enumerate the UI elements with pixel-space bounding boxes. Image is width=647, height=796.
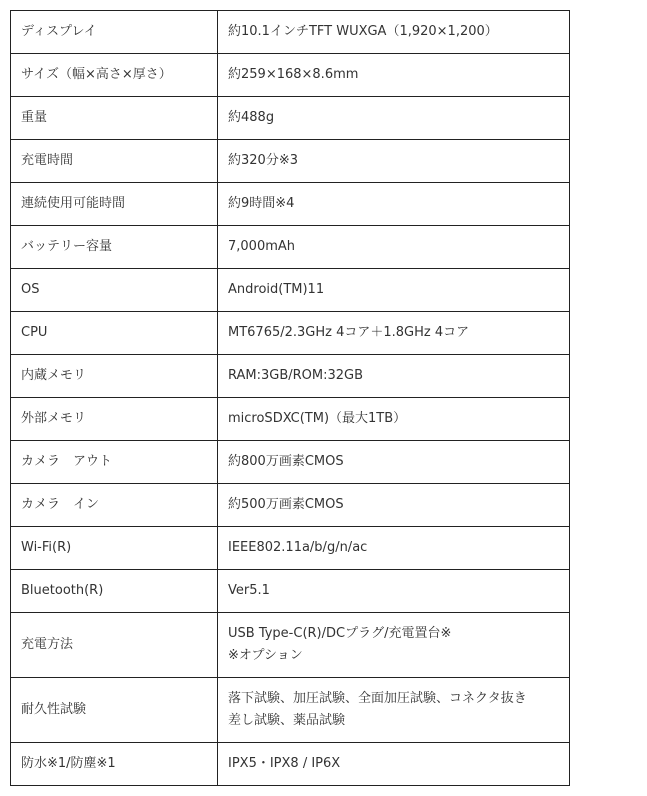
spec-value (218, 570, 570, 613)
spec-value (218, 312, 570, 355)
spec-label: 防水※1/防塵※1 (11, 743, 218, 786)
spec-label: 外部メモリ (11, 398, 218, 441)
spec-label: Bluetooth(R) (11, 570, 218, 613)
spec-value (218, 441, 570, 484)
spec-row (11, 11, 570, 54)
spec-value-line: 約320分※3 (228, 153, 298, 168)
spec-value-line: 落下試験、加圧試験、全面加圧試験、コネクタ抜き (228, 691, 527, 706)
spec-row (11, 484, 570, 527)
spec-value-line: 約500万画素CMOS (228, 497, 344, 512)
spec-value (218, 527, 570, 570)
spec-row (11, 678, 570, 743)
spec-value (218, 183, 570, 226)
spec-row (11, 54, 570, 97)
spec-label: バッテリー容量 (11, 226, 218, 269)
spec-row (11, 743, 570, 786)
spec-value-line: Android(TM)11 (228, 282, 325, 297)
spec-value (218, 678, 570, 743)
spec-value-line: IPX5・IPX8 / IP6X (228, 756, 341, 771)
spec-value (218, 355, 570, 398)
spec-label: CPU (11, 312, 218, 355)
spec-row (11, 613, 570, 678)
spec-value (218, 484, 570, 527)
spec-value-line: 約800万画素CMOS (228, 454, 344, 469)
spec-label: 内蔵メモリ (11, 355, 218, 398)
spec-value (218, 613, 570, 678)
spec-value-line: RAM:3GB/ROM:32GB (228, 368, 364, 383)
spec-table-body (11, 11, 570, 786)
spec-row (11, 140, 570, 183)
spec-label: 充電時間 (11, 140, 218, 183)
spec-value (218, 743, 570, 786)
spec-value-line: IEEE802.11a/b/g/n/ac (228, 540, 368, 555)
spec-value-line: 約488g (228, 110, 275, 125)
spec-value-line: 約9時間※4 (228, 196, 295, 211)
spec-value-line: microSDXC(TM)（最大1TB） (228, 411, 407, 426)
spec-row (11, 183, 570, 226)
spec-value-line: 差し試験、薬品試験 (228, 713, 346, 728)
spec-table (10, 10, 570, 786)
spec-value-line: MT6765/2.3GHz 4コア＋1.8GHz 4コア (228, 325, 470, 340)
spec-label: サイズ（幅×高さ×厚さ） (11, 54, 218, 97)
spec-value (218, 54, 570, 97)
spec-value-line: USB Type-C(R)/DCプラグ/充電置台※ (228, 626, 452, 641)
spec-label: ディスプレイ (11, 11, 218, 54)
spec-value-line: 約259×168×8.6mm (228, 67, 359, 82)
spec-label: 連続使用可能時間 (11, 183, 218, 226)
spec-row (11, 570, 570, 613)
spec-value (218, 97, 570, 140)
spec-value-line: ※オプション (228, 648, 303, 663)
spec-row (11, 226, 570, 269)
spec-label: カメラ イン (11, 484, 218, 527)
spec-value (218, 226, 570, 269)
spec-value (218, 140, 570, 183)
spec-label: 重量 (11, 97, 218, 140)
spec-row (11, 269, 570, 312)
spec-row (11, 312, 570, 355)
spec-row (11, 355, 570, 398)
spec-label: 耐久性試験 (11, 678, 218, 743)
spec-value (218, 269, 570, 312)
spec-value-line: 約10.1インチTFT WUXGA（1,920×1,200） (228, 24, 498, 39)
spec-value (218, 398, 570, 441)
spec-row (11, 527, 570, 570)
spec-row (11, 441, 570, 484)
spec-label: 充電方法 (11, 613, 218, 678)
spec-row (11, 97, 570, 140)
spec-label: OS (11, 269, 218, 312)
spec-label: カメラ アウト (11, 441, 218, 484)
spec-value-line: 7,000mAh (228, 239, 296, 254)
spec-label: Wi-Fi(R) (11, 527, 218, 570)
spec-value-line: Ver5.1 (228, 583, 270, 598)
spec-value (218, 11, 570, 54)
spec-row (11, 398, 570, 441)
